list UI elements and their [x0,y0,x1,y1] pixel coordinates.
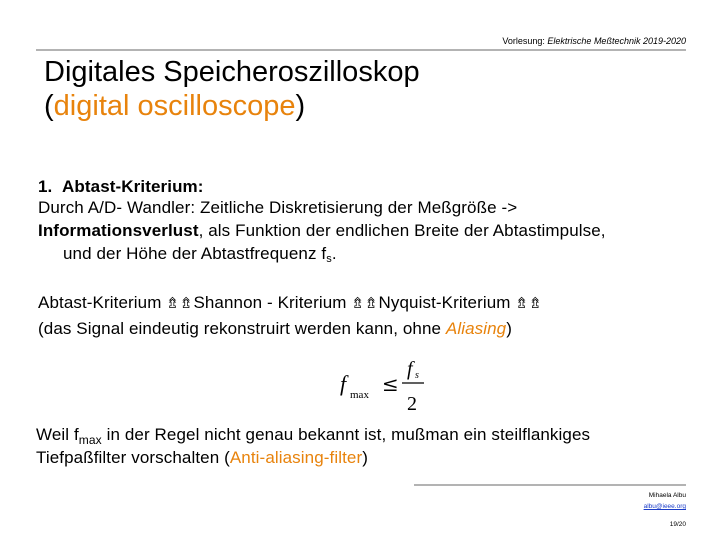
criterion-shannon: Shannon - Kriterium [193,293,347,312]
formula-den: 2 [407,393,417,415]
formula-f: f [340,371,347,396]
section-heading [38,176,204,197]
title-english: digital oscilloscope [53,90,296,122]
footer-email-link[interactable]: albu@ieee.org [643,503,686,510]
lecture-header [0,36,686,46]
section-line-3: Informationsverlust, als Funktion der endlichen Breite der Abtastimpulse, [38,221,606,240]
criterion-abtast: Abtast-Kriterium [38,293,162,312]
formula-max: max [350,389,369,401]
course-name: Elektrische Meßtechnik 2019-2020 [547,36,686,46]
section-line-2: Durch A/D- Wandler: Zeitliche Diskretisierung der Meßgröße -> [38,198,518,217]
equivalence-arrows-icon: ⇯⇯ [351,294,379,312]
slide-title [44,55,420,123]
header-divider [36,49,686,51]
title-line-2: (digital oscilloscope) [44,90,306,122]
formula-num-s: s [415,370,419,381]
note-line-1: Weil $f_{max}$ in der Regel nicht genau bekannt ist, mußman ein steilflankiges [36,425,591,447]
equivalence-arrows-icon: ⇯⇯ [515,294,543,312]
lecture-label: Vorlesung: [502,36,548,46]
footer-author: Mihaela Albu [648,492,686,499]
aliasing-term: Aliasing [445,319,507,338]
section-number: 1. [38,177,53,196]
equivalence-arrows-icon: ⇯⇯ [166,294,194,312]
information-loss: Informationsverlust [38,221,199,240]
footer-divider [414,484,686,486]
formula-leq: ≤ [382,372,399,396]
nyquist-formula [336,358,446,416]
criteria-explanation: (das Signal eindeutig rekonstruirt werden kann, ohne Aliasing) [38,319,512,338]
section-line-4: und der Höhe der Abtastfrequenz $f_s$. [63,244,337,265]
section-heading-text: Abtast-Kriterium: [62,177,204,196]
criteria-line [38,292,543,314]
title-line-1: Digitales Speicheroszilloskop [44,56,420,88]
criterion-nyquist: Nyquist-Kriterium [378,293,511,312]
anti-aliasing-filter: Anti-aliasing-filter [229,448,363,467]
formula-num-f: f [407,358,413,380]
page-number: 19/20 [669,521,686,528]
note-line-2: Tiefpaßfilter vorschalten (Anti-aliasing-filter) [36,448,369,467]
